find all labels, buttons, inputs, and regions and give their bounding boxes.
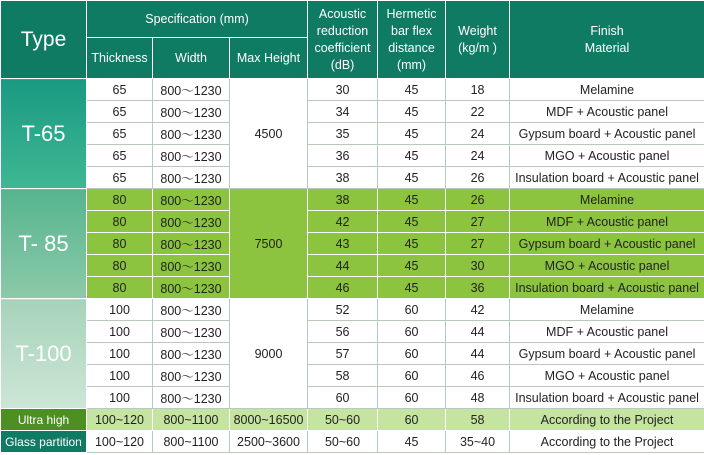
weight-cell: 24 xyxy=(446,123,510,145)
thickness-cell: 65 xyxy=(87,101,153,123)
header-specification: Specification (mm) xyxy=(87,1,308,38)
weight-cell: 30 xyxy=(446,255,510,277)
thickness-cell: 80 xyxy=(87,255,153,277)
max-height-cell: 4500 xyxy=(230,79,308,189)
max-height-cell: 2500~3600 xyxy=(230,431,308,453)
width-cell: 800~1100 xyxy=(153,431,230,453)
max-height-cell: 9000 xyxy=(230,299,308,409)
weight-cell: 26 xyxy=(446,189,510,211)
hermetic-cell: 45 xyxy=(378,79,446,101)
header-hermetic: Hermetic bar flex distance (mm) xyxy=(378,1,446,79)
header-weight: Weight (kg/m ) xyxy=(446,1,510,79)
header-finish: Finish Material xyxy=(510,1,704,79)
weight-cell: 27 xyxy=(446,233,510,255)
width-cell: 800～1230 xyxy=(153,145,230,167)
thickness-cell: 100 xyxy=(87,387,153,409)
hermetic-cell: 45 xyxy=(378,255,446,277)
table-row xyxy=(1,321,704,343)
acoustic-cell: 38 xyxy=(308,189,378,211)
hermetic-cell: 45 xyxy=(378,233,446,255)
finish-cell: Gypsum board + Acoustic panel xyxy=(510,233,704,255)
width-cell: 800～1230 xyxy=(153,365,230,387)
thickness-cell: 100 xyxy=(87,365,153,387)
type-cell: T- 85 xyxy=(1,189,87,299)
width-cell: 800～1230 xyxy=(153,277,230,299)
hermetic-cell: 60 xyxy=(378,365,446,387)
finish-cell: According to the Project xyxy=(510,431,704,453)
acoustic-cell: 44 xyxy=(308,255,378,277)
type-cell: T-65 xyxy=(1,79,87,189)
weight-cell: 18 xyxy=(446,79,510,101)
weight-cell: 36 xyxy=(446,277,510,299)
hermetic-cell: 60 xyxy=(378,387,446,409)
table-row xyxy=(1,387,704,409)
acoustic-cell: 57 xyxy=(308,343,378,365)
acoustic-cell: 42 xyxy=(308,211,378,233)
hermetic-cell: 60 xyxy=(378,343,446,365)
thickness-cell: 100 xyxy=(87,299,153,321)
table-row xyxy=(1,409,704,431)
weight-cell: 46 xyxy=(446,365,510,387)
finish-cell: Gypsum board + Acoustic panel xyxy=(510,343,704,365)
finish-cell: MDF + Acoustic panel xyxy=(510,321,704,343)
weight-cell: 42 xyxy=(446,299,510,321)
finish-cell: Insulation board + Acoustic panel xyxy=(510,277,704,299)
acoustic-cell: 58 xyxy=(308,365,378,387)
type-cell: T-100 xyxy=(1,299,87,409)
weight-cell: 22 xyxy=(446,101,510,123)
type-cell: Ultra high xyxy=(1,409,87,431)
width-cell: 800～1230 xyxy=(153,123,230,145)
weight-cell: 24 xyxy=(446,145,510,167)
thickness-cell: 100~120 xyxy=(87,409,153,431)
finish-cell: Melamine xyxy=(510,79,704,101)
width-cell: 800~1100 xyxy=(153,409,230,431)
width-cell: 800～1230 xyxy=(153,321,230,343)
acoustic-cell: 46 xyxy=(308,277,378,299)
acoustic-cell: 35 xyxy=(308,123,378,145)
acoustic-cell: 60 xyxy=(308,387,378,409)
table-row xyxy=(1,365,704,387)
table-row xyxy=(1,211,704,233)
table-row xyxy=(1,233,704,255)
weight-cell: 35~40 xyxy=(446,431,510,453)
table-row xyxy=(1,299,704,321)
thickness-cell: 80 xyxy=(87,233,153,255)
finish-cell: Insulation board + Acoustic panel xyxy=(510,387,704,409)
finish-cell: According to the Project xyxy=(510,409,704,431)
weight-cell: 48 xyxy=(446,387,510,409)
acoustic-cell: 50~60 xyxy=(308,409,378,431)
hermetic-cell: 45 xyxy=(378,189,446,211)
finish-cell: Insulation board + Acoustic panel xyxy=(510,167,704,189)
hermetic-cell: 45 xyxy=(378,101,446,123)
acoustic-cell: 52 xyxy=(308,299,378,321)
width-cell: 800～1230 xyxy=(153,387,230,409)
hermetic-cell: 45 xyxy=(378,123,446,145)
thickness-cell: 65 xyxy=(87,79,153,101)
acoustic-cell: 36 xyxy=(308,145,378,167)
max-height-cell: 8000~16500 xyxy=(230,409,308,431)
hermetic-cell: 45 xyxy=(378,431,446,453)
acoustic-cell: 50~60 xyxy=(308,431,378,453)
thickness-cell: 100 xyxy=(87,343,153,365)
table-row xyxy=(1,189,704,211)
thickness-cell: 80 xyxy=(87,189,153,211)
table-row xyxy=(1,79,704,101)
header-width: Width xyxy=(153,38,230,79)
finish-cell: MDF + Acoustic panel xyxy=(510,101,704,123)
table-row xyxy=(1,167,704,189)
finish-cell: Melamine xyxy=(510,189,704,211)
hermetic-cell: 45 xyxy=(378,145,446,167)
width-cell: 800～1230 xyxy=(153,299,230,321)
hermetic-cell: 60 xyxy=(378,409,446,431)
thickness-cell: 65 xyxy=(87,123,153,145)
thickness-cell: 65 xyxy=(87,167,153,189)
weight-cell: 44 xyxy=(446,321,510,343)
header-acoustic: Acoustic reduction coefficient (dB) xyxy=(308,1,378,79)
width-cell: 800～1230 xyxy=(153,189,230,211)
width-cell: 800～1230 xyxy=(153,167,230,189)
hermetic-cell: 45 xyxy=(378,211,446,233)
width-cell: 800～1230 xyxy=(153,211,230,233)
finish-cell: Gypsum board + Acoustic panel xyxy=(510,123,704,145)
thickness-cell: 100~120 xyxy=(87,431,153,453)
weight-cell: 26 xyxy=(446,167,510,189)
table-row xyxy=(1,145,704,167)
header-type: Type xyxy=(1,1,87,79)
thickness-cell: 65 xyxy=(87,145,153,167)
finish-cell: Melamine xyxy=(510,299,704,321)
table-row xyxy=(1,277,704,299)
hermetic-cell: 60 xyxy=(378,321,446,343)
width-cell: 800～1230 xyxy=(153,79,230,101)
table-row xyxy=(1,343,704,365)
thickness-cell: 100 xyxy=(87,321,153,343)
header-max-height: Max Height xyxy=(230,38,308,79)
type-cell: Glass partition xyxy=(1,431,87,453)
acoustic-cell: 38 xyxy=(308,167,378,189)
width-cell: 800～1230 xyxy=(153,255,230,277)
hermetic-cell: 60 xyxy=(378,299,446,321)
table-row xyxy=(1,101,704,123)
width-cell: 800～1230 xyxy=(153,233,230,255)
thickness-cell: 80 xyxy=(87,277,153,299)
acoustic-cell: 30 xyxy=(308,79,378,101)
finish-cell: MDF + Acoustic panel xyxy=(510,211,704,233)
acoustic-cell: 43 xyxy=(308,233,378,255)
weight-cell: 44 xyxy=(446,343,510,365)
weight-cell: 27 xyxy=(446,211,510,233)
acoustic-cell: 34 xyxy=(308,101,378,123)
table-row xyxy=(1,431,704,453)
finish-cell: MGO + Acoustic panel xyxy=(510,255,704,277)
hermetic-cell: 45 xyxy=(378,167,446,189)
header-thickness: Thickness xyxy=(87,38,153,79)
weight-cell: 58 xyxy=(446,409,510,431)
acoustic-cell: 56 xyxy=(308,321,378,343)
thickness-cell: 80 xyxy=(87,211,153,233)
table-row xyxy=(1,123,704,145)
finish-cell: MGO + Acoustic panel xyxy=(510,145,704,167)
width-cell: 800～1230 xyxy=(153,101,230,123)
hermetic-cell: 45 xyxy=(378,277,446,299)
finish-cell: MGO + Acoustic panel xyxy=(510,365,704,387)
width-cell: 800～1230 xyxy=(153,343,230,365)
table-row xyxy=(1,255,704,277)
max-height-cell: 7500 xyxy=(230,189,308,299)
